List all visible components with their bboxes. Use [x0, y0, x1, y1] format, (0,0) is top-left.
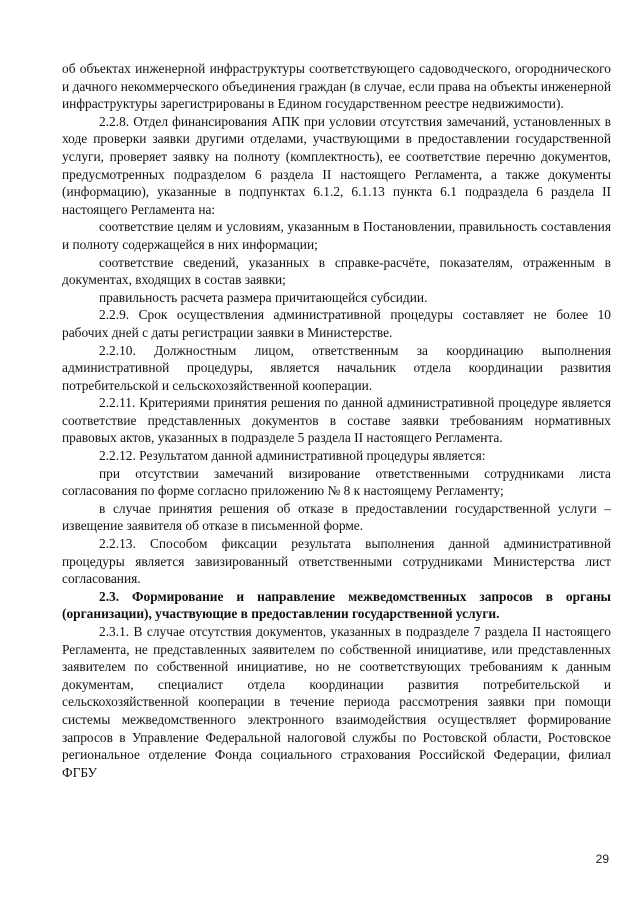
document-page	[62, 60, 611, 781]
paragraph-10: в случае принятия решения об отказе в предоставлении государственной услуги – извещение заявителя об отказе в письменной форме.	[62, 500, 611, 534]
paragraph-2: соответствие целям и условиям, указанным в Постановлении, правильность составления и полноту содержащейся в них информации;	[62, 219, 611, 252]
section-heading: 2.3. Формирование и направление межведомственных запросов в органы (организации), участвующие в предоставлении государственной услуги.	[62, 588, 611, 622]
paragraph-11: 2.2.13. Способом фиксации результата выполнения данной административной процедуры является завизированный ответственными сотрудниками Министерства лист согласования.	[62, 536, 611, 587]
paragraph-4: правильность расчета размера причитающейся субсидии.	[99, 289, 428, 305]
page-number: 29	[595, 852, 609, 866]
paragraph-5: 2.2.9. Срок осуществления административной процедуры составляет не более 10 рабочих дней с даты регистрации заявки в Министерстве.	[62, 307, 611, 340]
paragraph-7: 2.2.11. Критериями принятия решения по данной административной процедуре является соответствие представленных документов в составе заявки требованиям нормативных правовых актов, указанных в подразделе 5 раздела II настоящего Регламента.	[62, 395, 611, 446]
paragraph-9: при отсутствии замечаний визирование ответственными сотрудниками листа согласования по форме согласно приложению № 8 к настоящему Регламенту;	[62, 465, 611, 499]
paragraph-8: 2.2.12. Результатом данной административной процедуры является:	[99, 448, 486, 464]
paragraph-13: 2.3.1. В случае отсутствия документов, указанных в подразделе 7 раздела II настоящего Регламента, не представленных заявителем по собственной инициативе, или представленных заявителем по собственной инициативе, но не соответствующих требованиям к данным документам, специалист отдела координации развития потребительской и сельскохозяйственной кооперации в течение периода рассмотрения заявки при помощи системы межведомственного электронного взаимодействия осуществляет формирование запросов в Управление Федеральной налоговой службы по Ростовской области, Ростовское региональное отделение Фонда социального страхования Российской Федерации, филиал ФГБУ	[62, 624, 611, 780]
paragraph-3: соответствие сведений, указанных в справке-расчёте, показателям, отраженным в документах, входящих в состав заявки;	[62, 254, 611, 288]
paragraph-6: 2.2.10. Должностным лицом, ответственным за координацию выполнения административной процедуры, является начальник отдела координации развития потребительской и сельскохозяйственной кооперации.	[62, 342, 611, 393]
paragraph-0: об объектах инженерной инфраструктуры соответствующего садоводческого, огороднического и дачного некоммерческого объединения граждан (в случае, если права на объекты инженерной инфраструктуры зарегистрированы в Едином государственном реестре недвижимости).	[62, 61, 611, 112]
paragraph-1: 2.2.8. Отдел финансирования АПК при условии отсутствия замечаний, установленных в ходе проверки заявки другими отделами, участвующими в предоставлении государственной услуги, проверяет заявку на полноту (комплектность), ее соответствие перечню документов, предусмотренных подразделом 6 раздела II настоящего Регламента, а также документы (информацию), указанные в подпунктах 6.1.2, 6.1.13 пункта 6.1 подраздела 6 раздела II настоящего Регламента на:	[62, 113, 611, 217]
